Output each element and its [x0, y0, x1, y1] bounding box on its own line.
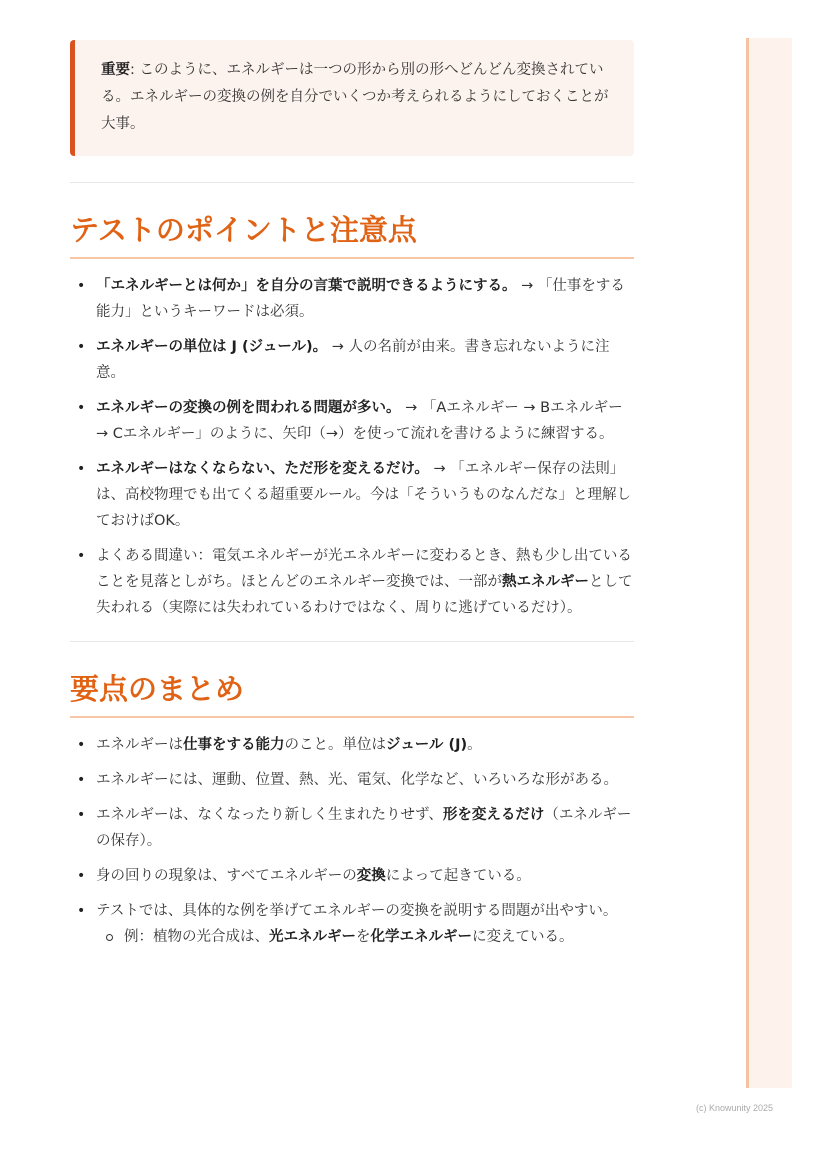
item-text: → 「仕事をする能力」というキーワードは必須。: [96, 277, 625, 320]
callout-label: 重要: [101, 62, 130, 78]
item-bold: 「エネルギーとは何か」を自分の言葉で説明できるようにする。: [96, 277, 517, 294]
list-item: [70, 543, 634, 621]
item-text: 身の回りの現象は、すべてエネルギーの: [96, 867, 357, 884]
item-bold: 化学エネルギー: [370, 928, 472, 945]
item-text: エネルギーには、運動、位置、熱、光、電気、化学など、いろいろな形がある。: [96, 771, 618, 788]
sub-list-item: [96, 924, 634, 950]
important-callout: [70, 40, 634, 156]
item-text: テストでは、具体的な例を挙げてエネルギーの変換を説明する問題が出やすい。: [96, 902, 618, 919]
item-bold: エネルギーはなくならない、ただ形を変えるだけ。: [96, 460, 429, 477]
page-side-stripe: [746, 38, 792, 1088]
test-points-list: [70, 273, 634, 621]
copyright-footer: (c) Knowunity 2025: [696, 1103, 774, 1113]
list-item: [70, 273, 634, 325]
list-item: [70, 802, 634, 854]
item-text: として失われる（実際には失われているわけではなく、周りに逃げているだけ）。: [96, 573, 633, 616]
list-item: [70, 334, 634, 386]
item-bold: エネルギーの単位は J (ジュール)。: [96, 338, 328, 355]
item-bold: 熱エネルギー: [502, 573, 589, 590]
item-text: よくある間違い：電気エネルギーが光エネルギーに変わるとき、熱も少し出ていることを見落としがち。ほとんどのエネルギー変換では、一部が: [96, 547, 632, 590]
summary-heading: 要点のまとめ: [70, 672, 634, 718]
section-divider: [70, 182, 634, 183]
item-text: に変えている。: [472, 928, 574, 945]
test-points-heading: テストのポイントと注意点: [70, 213, 634, 259]
item-text: エネルギーは、なくなったり新しく生まれたりせず、: [96, 806, 443, 823]
page-content: [70, 40, 634, 959]
item-text: → 「Aエネルギー → Bエネルギー → Cエネルギー」のように、矢印（→）を使って流れを書けるように練習する。: [96, 399, 623, 442]
list-item: [70, 767, 634, 793]
item-text: → 人の名前が由来。書き忘れないように注意。: [96, 338, 610, 381]
list-item: [70, 732, 634, 758]
list-item: [70, 898, 634, 950]
list-item: [70, 395, 634, 447]
list-item: [70, 863, 634, 889]
item-text: 。: [467, 736, 482, 753]
sub-list: [96, 924, 634, 950]
list-item: [70, 456, 634, 534]
item-text: を: [356, 928, 371, 945]
item-text: エネルギーは: [96, 736, 183, 753]
summary-list: [70, 732, 634, 950]
item-text: （エネルギーの保存）。: [96, 806, 632, 849]
item-text: 例：植物の光合成は、: [124, 928, 269, 945]
item-bold: ジュール (J): [386, 736, 468, 753]
item-bold: エネルギーの変換の例を問われる問題が多い。: [96, 399, 401, 416]
item-text: のこと。単位は: [284, 736, 386, 753]
item-text: → 「エネルギー保存の法則」は、高校物理でも出てくる超重要ルール。今は「そういうものなんだな」と理解しておけばOK。: [96, 460, 632, 529]
item-bold: 形を変えるだけ: [442, 806, 545, 823]
item-text: によって起きている。: [385, 867, 531, 884]
callout-text: : このように、エネルギーは一つの形から別の形へどんどん変換されている。エネルギーの変換の例を自分でいくつか考えられるようにしておくことが大事。: [101, 62, 609, 132]
item-bold: 光エネルギー: [269, 928, 356, 945]
item-bold: 変換: [356, 867, 386, 884]
section-divider: [70, 641, 634, 642]
item-bold: 仕事をする能力: [183, 736, 285, 753]
